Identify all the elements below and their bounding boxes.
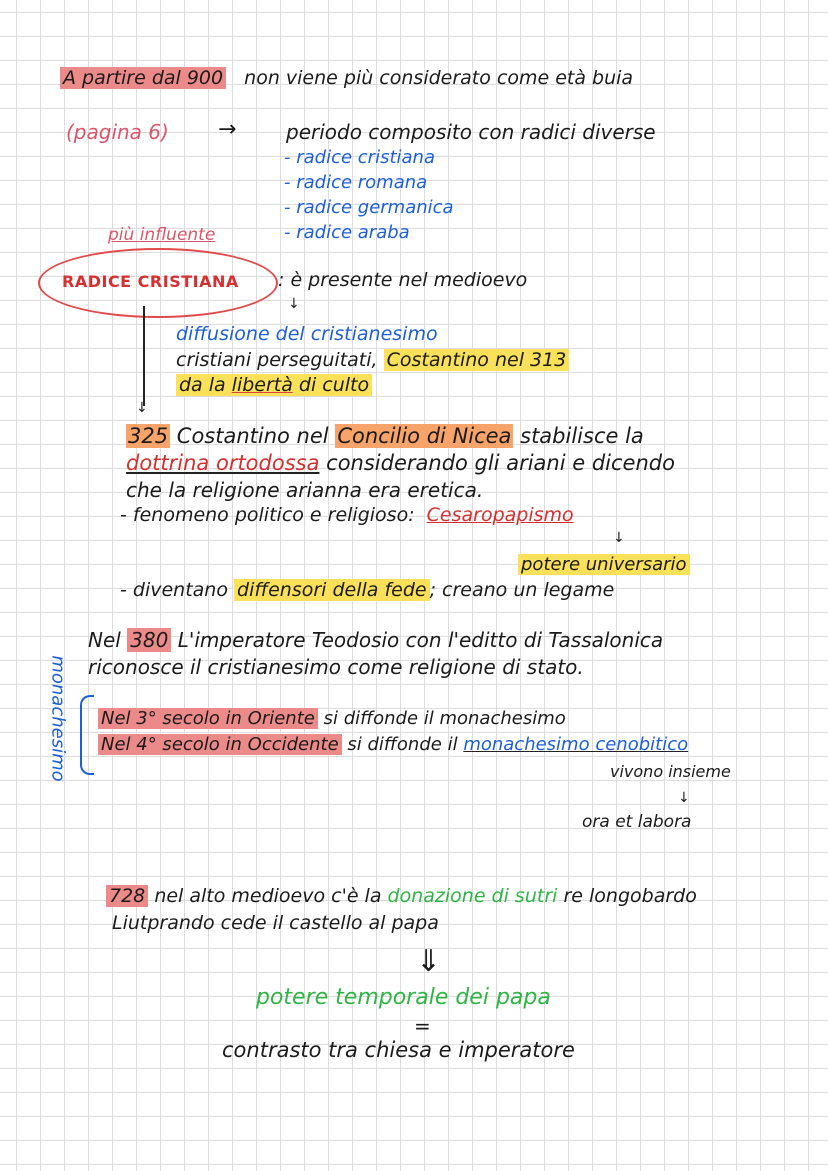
potere-universario: potere universario	[518, 553, 690, 577]
year-325: 325	[128, 424, 169, 448]
fenomeno-line: - fenomeno politico e religioso: Cesaropapismo	[120, 504, 574, 526]
occidente-line: Nel 4° secolo in Occidente si diffonde il monachesimo cenobitico	[98, 733, 688, 757]
periodo-text: periodo composito con radici diverse	[286, 120, 656, 144]
list-item: - radice cristiana	[284, 147, 435, 168]
presente-text: : è presente nel medioevo	[278, 269, 528, 291]
year-728: 728	[106, 885, 148, 907]
perseguitati-line: cristiani perseguitati, Costantino nel 313	[176, 348, 569, 372]
vertical-arrow-line	[143, 306, 145, 406]
monachesimo-side-label: monachesimo	[47, 655, 69, 782]
year-380: 380	[127, 628, 171, 652]
teodosio-line: Nel 380 L'imperatore Teodosio con l'editto di Tassalonica	[88, 628, 664, 652]
list-item: - radice araba	[284, 222, 410, 243]
dottrina-line: dottrina ortodossa considerando gli ariani e dicendo	[126, 451, 675, 475]
intro-line	[60, 66, 633, 90]
list-item: - radice germanica	[284, 197, 454, 218]
double-arrow-icon: ⇓	[416, 944, 442, 979]
highlight-date: A partire dal 900	[60, 67, 226, 89]
donazione-sutri: donazione di sutri	[387, 885, 558, 907]
concilio-highlight: Concilio di Nicea	[337, 424, 512, 448]
difensori-highlight: diffensori della fede	[234, 579, 430, 601]
arrow-down-icon: ↓	[136, 400, 148, 416]
piu-influente-label: più influente	[108, 225, 216, 245]
potere-temporale: potere temporale dei papa	[256, 985, 551, 1010]
intro-text: non viene più considerato come età buia	[244, 67, 634, 89]
page-ref: (pagina 6)	[66, 120, 169, 144]
riconosce-line: riconosce il cristianesimo come religione di stato.	[88, 655, 584, 679]
sutri-line: 728 nel alto medioevo c'è la donazione di sutri re longobardo	[106, 884, 697, 908]
cesaropapismo: Cesaropapismo	[426, 504, 574, 526]
liutprando-line: Liutprando cede il castello al papa	[112, 912, 439, 934]
contrasto-line: contrasto tra chiesa e imperatore	[222, 1038, 575, 1062]
radici-list	[284, 145, 454, 245]
arrow-right-icon: →	[218, 117, 237, 142]
costantino-313-highlight: Costantino nel 313	[384, 349, 570, 371]
arrow-down-icon: ↓	[678, 790, 690, 806]
list-item: - radice romana	[284, 172, 428, 193]
radice-cristiana-title: RADICE CRISTIANA	[62, 272, 239, 291]
brace	[80, 695, 94, 775]
oriente-line: Nel 3° secolo in Oriente si diffonde il monachesimo	[98, 707, 566, 731]
liberta-line: da la libertà di culto	[176, 373, 372, 397]
arrow-down-icon: ↓	[288, 296, 300, 312]
vivono-text: vivono insieme	[610, 762, 731, 781]
diventano-line: - diventano diffensori della fede ; creano un legame	[120, 579, 615, 601]
ora-et-labora: ora et labora	[582, 812, 692, 832]
equals-sign: =	[414, 1014, 431, 1038]
diffusione-text: diffusione del cristianesimo	[176, 323, 438, 345]
eretica-line: che la religione arianna era eretica.	[126, 478, 484, 502]
cenobitico: monachesimo cenobitico	[463, 734, 689, 755]
nicea-line: 325 Costantino nel Concilio di Nicea stabilisce la	[128, 424, 644, 448]
arrow-down-icon: ↓	[613, 530, 625, 546]
